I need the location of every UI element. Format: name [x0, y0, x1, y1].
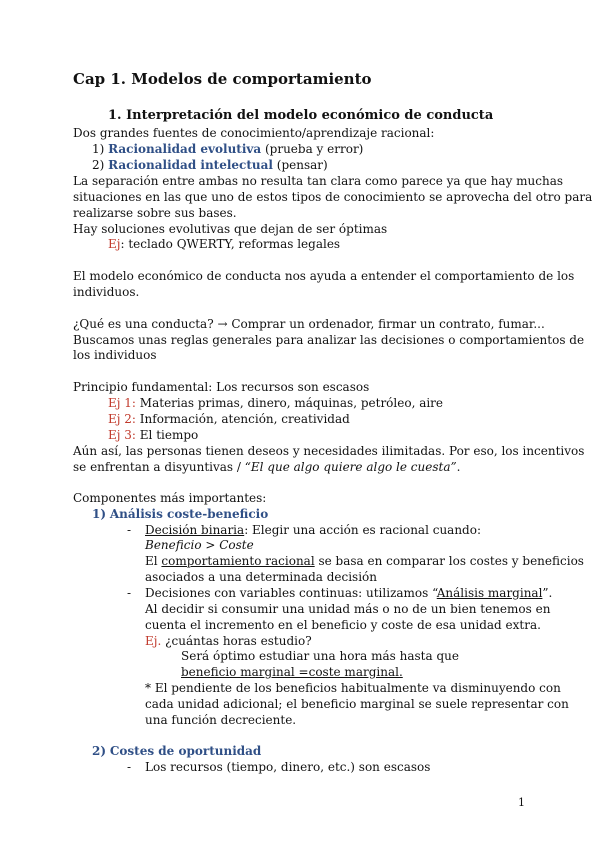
quote-prefix: se enfrentan a disyuntivas /: [73, 460, 245, 474]
example-answer: Será óptimo estudiar una hora más hasta que: [181, 649, 459, 663]
example-line: [145, 633, 312, 649]
text-fragment: ”.: [542, 586, 553, 600]
bullet-line: cuenta el incremento en el beneficio y coste de esa unidad extra.: [145, 618, 541, 632]
example-text: Materias primas, dinero, máquinas, petróleo, aire: [135, 396, 444, 410]
list-bold: Racionalidad intelectual: [108, 158, 273, 172]
bullet-line: Al decidir si consumir una unidad más o no de un bien tenemos en: [145, 602, 551, 616]
principle-line: Principio fundamental: Los recursos son escasos: [73, 380, 370, 394]
subsection-heading: [92, 506, 268, 522]
bullet-dash: -: [127, 586, 132, 600]
example-line: [108, 411, 350, 427]
paragraph-line: El modelo económico de conducta nos ayuda a entender el comportamiento de los: [73, 269, 575, 283]
chapter-title: Cap 1. Modelos de comportamiento: [73, 70, 372, 88]
bullet-rest: : Elegir una acción es racional cuando:: [244, 523, 482, 537]
list-item: [92, 141, 363, 157]
bullet-line: [145, 553, 584, 569]
quote-suffix: .: [456, 460, 461, 474]
example-line: [108, 236, 340, 252]
section-heading: 1. Interpretación del modelo económico de conducta: [108, 108, 494, 123]
paragraph-line: individuos.: [73, 285, 140, 299]
paragraph-line: ¿Qué es una conducta? → Comprar un ordenador, firmar un contrato, fumar...: [73, 317, 545, 331]
subsection-title: Costes de oportunidad: [109, 744, 262, 758]
text-fragment: Decisiones con variables continuas: utilizamos “: [145, 586, 437, 600]
bullet-dash: -: [127, 523, 132, 537]
paragraph-line: situaciones en las que uno de estos tipos de conocimiento se aprovecha del otro para: [73, 190, 593, 204]
example-line: [108, 395, 443, 411]
example-text: Información, atención, creatividad: [135, 412, 350, 426]
bullet-line: [145, 585, 552, 601]
example-text: ¿cuántas horas estudio?: [161, 634, 312, 648]
note-line: una función decreciente.: [145, 713, 297, 727]
list-bold: Racionalidad evolutiva: [108, 142, 262, 156]
paragraph-line: los individuos: [73, 348, 157, 362]
paragraph-line: La separación entre ambas no resulta tan clara como parece ya que hay muchas: [73, 174, 564, 188]
bullet-term: Decisión binaria: [145, 523, 245, 537]
example-text: : teclado QWERTY, reformas legales: [120, 237, 341, 251]
example-label: Ej 3:: [108, 428, 136, 442]
list-rest: (pensar): [272, 158, 328, 172]
example-label: Ej 2:: [108, 412, 136, 426]
list-number: 1): [92, 142, 105, 156]
bullet-line: Los recursos (tiempo, dinero, etc.) son escasos: [145, 760, 431, 774]
note-line: cada unidad adicional; el beneficio marginal se suele representar con: [145, 697, 569, 711]
example-text: El tiempo: [135, 428, 199, 442]
paragraph-line: [73, 459, 460, 475]
page-number: 1: [518, 796, 525, 809]
bullet-dash: -: [127, 760, 132, 774]
subsection-number: 1): [92, 507, 107, 521]
paragraph-line: Buscamos unas reglas generales para analizar las decisiones o comportamientos de: [73, 333, 585, 347]
quote: “El que algo quiere algo le cuesta”: [244, 460, 457, 474]
subsection-heading: [92, 743, 261, 759]
example-answer: beneficio marginal =coste marginal.: [181, 665, 403, 679]
intro-line: Dos grandes fuentes de conocimiento/aprendizaje racional:: [73, 126, 435, 140]
bullet-line: [145, 522, 481, 538]
example-line: [108, 427, 198, 443]
example-label: Ej 1:: [108, 396, 136, 410]
list-item: [92, 157, 328, 173]
example-label: Ej.: [145, 634, 162, 648]
text-fragment: El: [145, 554, 162, 568]
paragraph-line: Hay soluciones evolutivas que dejan de ser óptimas: [73, 222, 388, 236]
list-rest: (prueba y error): [261, 142, 364, 156]
list-number: 2): [92, 158, 105, 172]
example-label: Ej: [108, 237, 121, 251]
text-fragment: se basa en comparar los costes y beneficios: [314, 554, 584, 568]
underlined-term: comportamiento racional: [161, 554, 315, 568]
subsection-number: 2): [92, 744, 107, 758]
components-heading: Componentes más importantes:: [73, 491, 267, 505]
subsection-title: Análisis coste-beneficio: [109, 507, 269, 521]
paragraph-line: Aún así, las personas tienen deseos y necesidades ilimitadas. Por eso, los incentivos: [73, 444, 585, 458]
underlined-term: Análisis marginal: [436, 586, 543, 600]
bullet-line: asociados a una determinada decisión: [145, 570, 378, 584]
formula: Beneficio > Coste: [145, 538, 254, 552]
paragraph-line: realizarse sobre sus bases.: [73, 206, 237, 220]
note-line: * El pendiente de los beneficios habitualmente va disminuyendo con: [145, 681, 561, 695]
